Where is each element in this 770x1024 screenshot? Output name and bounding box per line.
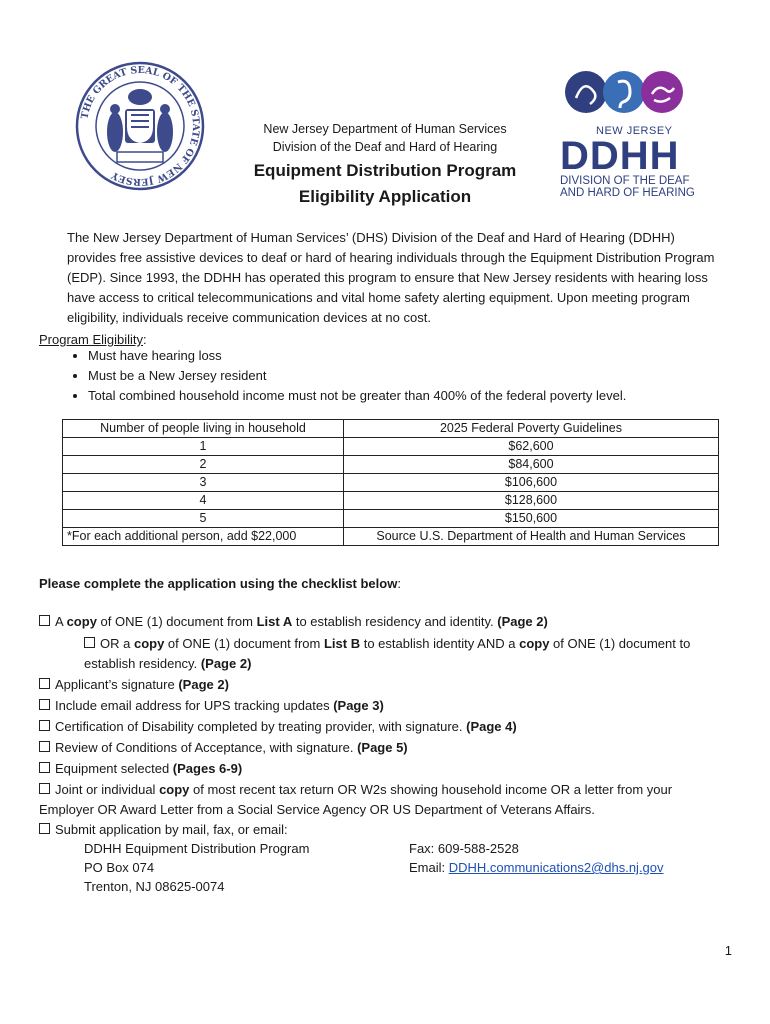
logo-acronym: DDHH — [560, 134, 680, 178]
checkbox[interactable] — [39, 615, 50, 626]
checklist-instructions-colon: : — [397, 576, 401, 591]
email-link[interactable]: DDHH.communications2@dhs.nj.gov — [448, 860, 664, 875]
poverty-guidelines-table — [62, 419, 719, 546]
table-cell: $150,600 — [343, 510, 718, 528]
seal-ring-text: THE GREAT SEAL OF THE STATE OF NEW JERSEY — [79, 64, 202, 188]
item-text: OR a — [100, 636, 134, 651]
table-row — [63, 456, 719, 474]
item-text-bold: copy — [133, 636, 165, 651]
ddhh-logo-circles — [560, 68, 700, 120]
intro-paragraph: The New Jersey Department of Human Services’ (DHS) Division of the Deaf and Hard of Hearing (DDHH) provides free assistive devices to deaf or hard of hearing individuals through the Equipment Distribution Program (EDP). Since 1993, the DDHH has operated this program to ensure that New Jersey residents with hearing loss have access to critical telecommunications and vital home safety alerting equipment. Upon meeting program eligibility, individuals receive communication devices at no cost. — [67, 230, 715, 325]
item-text-bold: (Page 4) — [466, 719, 517, 734]
checklist-item-income[interactable] — [39, 780, 699, 820]
table-cell: $106,600 — [343, 474, 718, 492]
item-text: of most recent tax return OR W2s showing household income OR a letter from your Employer OR Award Letter from a Social Service Agency OR US Department of Veterans Affairs. — [39, 782, 673, 817]
checkbox[interactable] — [39, 823, 50, 834]
item-text: Joint or individual — [55, 782, 160, 797]
checkbox[interactable] — [84, 637, 95, 648]
address-line: Trenton, NJ 08625-0074 — [84, 879, 225, 894]
email-line — [409, 858, 664, 877]
item-text: A — [55, 614, 67, 629]
table-cell: $84,600 — [343, 456, 718, 474]
table-row — [63, 492, 719, 510]
checklist-item-list-a[interactable] — [39, 612, 729, 632]
department-name: New Jersey Department of Human Services — [263, 122, 507, 136]
checkbox[interactable] — [39, 678, 50, 689]
item-text: Review of Conditions of Acceptance, with signature. — [55, 740, 358, 755]
item-text-bold: List B — [323, 636, 361, 651]
table-cell: 5 — [63, 510, 344, 528]
table-row — [63, 510, 719, 528]
checkbox[interactable] — [39, 762, 50, 773]
table-source-cell: Source U.S. Department of Health and Human Services — [343, 528, 718, 546]
item-text-bold: (Pages 6-9) — [172, 761, 243, 776]
item-text: Submit application by mail, fax, or email: — [55, 822, 288, 837]
checklist-item-submit[interactable] — [39, 820, 288, 840]
checklist-item-disability[interactable] — [39, 717, 517, 737]
checkbox[interactable] — [39, 720, 50, 731]
header-department-block — [200, 120, 570, 156]
address-line: PO Box 074 — [84, 860, 155, 875]
mailing-address — [84, 839, 309, 896]
logo-division-line1: DIVISION OF THE DEAF — [560, 175, 690, 187]
fax-email-block — [409, 839, 664, 877]
eligibility-item: • Total combined household income must not be greater than 400% of the federal poverty level. — [88, 386, 768, 406]
checkbox[interactable] — [39, 783, 50, 794]
ddhh-logo — [560, 68, 700, 198]
table-footer-row — [63, 528, 719, 546]
item-text-bold: copy — [66, 614, 97, 629]
eligibility-heading-colon: : — [143, 332, 147, 347]
table-header-cell: 2025 Federal Poverty Guidelines — [343, 420, 718, 438]
logo-state: NEW JERSEY — [596, 125, 673, 137]
item-text-bold: (Page 3) — [333, 698, 384, 713]
checklist-instructions — [39, 576, 401, 591]
table-footnote-cell: *For each additional person, add $22,000 — [63, 528, 344, 546]
item-text: of ONE (1) document to establish residency. — [84, 636, 691, 671]
item-text: Include email address for UPS tracking updates — [55, 698, 334, 713]
item-text: Equipment selected — [55, 761, 173, 776]
seal-graphic — [75, 57, 205, 195]
table-row — [63, 474, 719, 492]
table-cell: 4 — [63, 492, 344, 510]
eligibility-heading — [39, 332, 147, 347]
division-name: Division of the Deaf and Hard of Hearing — [272, 140, 498, 154]
page-number: 1 — [724, 943, 732, 958]
item-text-bold: (Page 2) — [200, 656, 252, 671]
item-text: to establish identity AND a — [360, 636, 520, 651]
item-text-bold: (Page 2) — [497, 614, 548, 629]
table-cell: 2 — [63, 456, 344, 474]
item-text: to establish residency and identity. — [292, 614, 498, 629]
table-header-cell: Number of people living in household — [63, 420, 344, 438]
table-cell: 1 — [63, 438, 344, 456]
table-header-row — [63, 420, 719, 438]
item-text-bold: (Page 5) — [357, 740, 408, 755]
eligibility-heading-text: Program Eligibility — [39, 332, 144, 347]
item-text-bold: (Page 2) — [178, 677, 229, 692]
item-text-bold: copy — [159, 782, 190, 797]
checklist-item-signature[interactable] — [39, 675, 229, 695]
item-text-bold: copy — [519, 636, 550, 651]
table-cell: 3 — [63, 474, 344, 492]
item-text: Certification of Disability completed by treating provider, with signature. — [55, 719, 467, 734]
checklist-item-conditions[interactable] — [39, 738, 408, 758]
eligibility-list — [60, 346, 768, 406]
item-text-bold: List A — [256, 614, 293, 629]
document-title — [200, 158, 570, 210]
title-line-2: Eligibility Application — [298, 187, 472, 206]
checkbox[interactable] — [39, 699, 50, 710]
item-text: Applicant’s signature — [55, 677, 179, 692]
checklist-item-equipment[interactable] — [39, 759, 242, 779]
checklist-item-email[interactable] — [39, 696, 384, 716]
table-row — [63, 438, 719, 456]
checkbox[interactable] — [39, 741, 50, 752]
nj-state-seal — [75, 57, 205, 195]
title-line-1: Equipment Distribution Program — [253, 161, 517, 180]
item-text: of ONE (1) document from — [164, 636, 324, 651]
address-line: DDHH Equipment Distribution Program — [84, 841, 310, 856]
checklist-item-list-b[interactable] — [84, 634, 734, 674]
email-label: Email: — [409, 860, 449, 875]
logo-division-line2: AND HARD OF HEARING — [560, 187, 695, 199]
eligibility-item: • Must be a New Jersey resident — [88, 366, 768, 386]
table-cell: $128,600 — [343, 492, 718, 510]
table-cell: $62,600 — [343, 438, 718, 456]
eligibility-item: • Must have hearing loss — [88, 346, 768, 366]
checklist-instructions-text: Please complete the application using the checklist below — [39, 576, 398, 591]
item-text: of ONE (1) document from — [96, 614, 257, 629]
fax-number: Fax: 609-588-2528 — [409, 841, 519, 856]
